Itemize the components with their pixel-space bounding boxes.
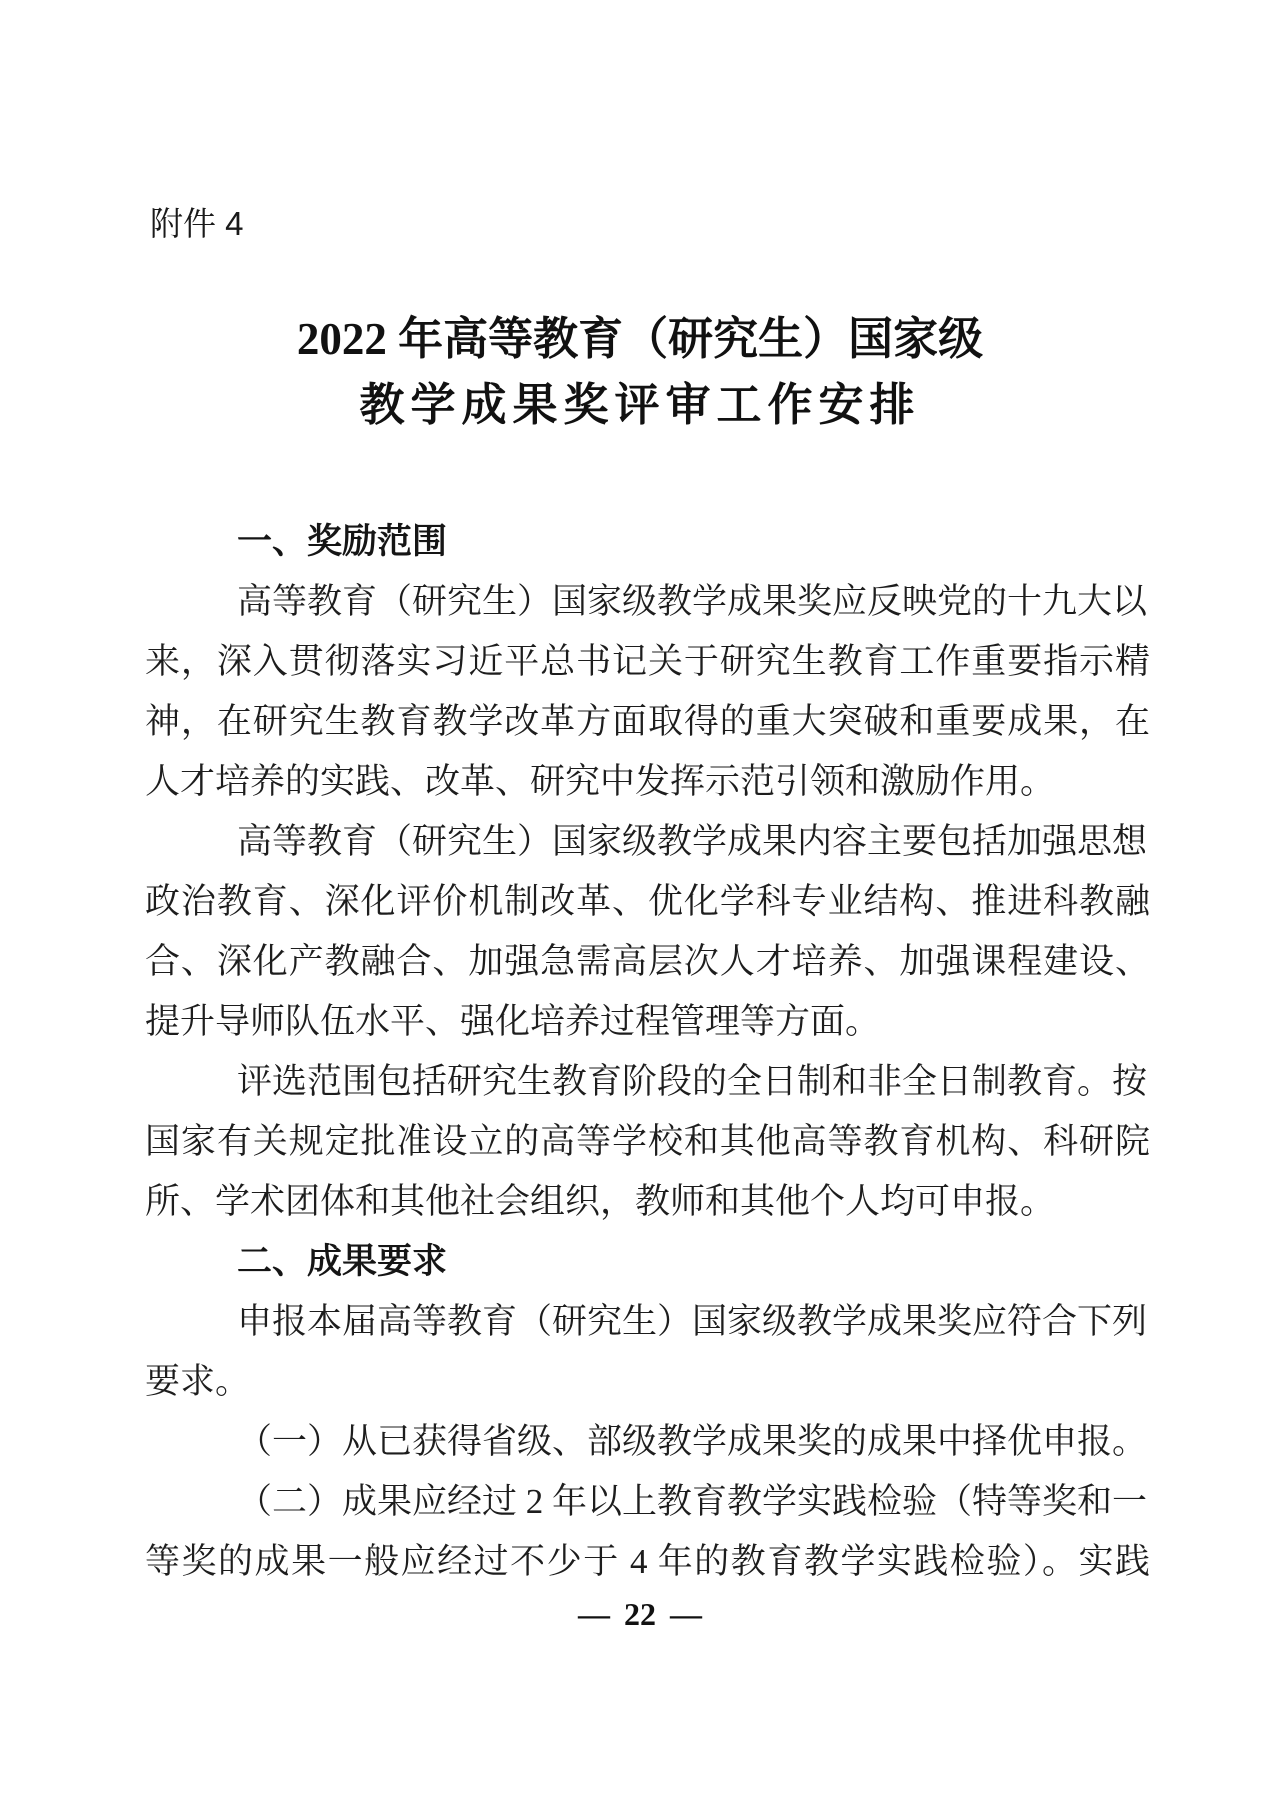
section-heading-award-scope: 一、奖励范围 — [237, 522, 448, 561]
footer-dash-right: — — [670, 1596, 702, 1632]
text-line: 政治教育、深化评价机制改革、优化学科专业结构、推进科教融 — [145, 882, 1150, 921]
title-line-1: 2022 年高等教育（研究生）国家级 — [296, 314, 984, 364]
text-line: 申报本届高等教育（研究生）国家级教学成果奖应符合下列 — [237, 1302, 1148, 1341]
text-line: 评选范围包括研究生教育阶段的全日制和非全日制教育。按 — [237, 1062, 1148, 1101]
text-line: 提升导师队伍水平、强化培养过程管理等方面。 — [145, 1002, 881, 1041]
text-line: 国家有关规定批准设立的高等学校和其他高等教育机构、科研院 — [145, 1122, 1150, 1161]
text-line: 等奖的成果一般应经过不少于 4 年的教育教学实践检验）。实践 — [145, 1542, 1150, 1581]
text-line: 神，在研究生教育教学改革方面取得的重大突破和重要成果，在 — [145, 702, 1150, 741]
section-heading-achievement-requirements: 二、成果要求 — [237, 1242, 448, 1281]
document-title — [0, 306, 1280, 438]
text-line: 人才培养的实践、改革、研究中发挥示范引领和激励作用。 — [145, 762, 1056, 801]
title-line-2: 教学成果奖评审工作安排 — [359, 380, 921, 430]
text-line: 高等教育（研究生）国家级教学成果内容主要包括加强思想 — [237, 822, 1148, 861]
page-footer — [0, 1594, 1280, 1634]
footer-dash-left: — — [578, 1596, 610, 1632]
text-line: 要求。 — [145, 1362, 251, 1401]
text-line: 合、深化产教融合、加强急需高层次人才培养、加强课程建设、 — [145, 942, 1150, 981]
text-line: （一）从已获得省级、部级教学成果奖的成果中择优申报。 — [237, 1422, 1148, 1461]
page-number: 22 — [624, 1596, 656, 1632]
text-line: 来，深入贯彻落实习近平总书记关于研究生教育工作重要指示精 — [145, 642, 1150, 681]
text-line: 所、学术团体和其他社会组织，教师和其他个人均可申报。 — [145, 1182, 1056, 1221]
text-line: （二）成果应经过 2 年以上教育教学实践检验（特等奖和一 — [237, 1482, 1148, 1521]
document-body — [145, 512, 1150, 1592]
text-line: 高等教育（研究生）国家级教学成果奖应反映党的十九大以 — [237, 582, 1148, 621]
attachment-label: 附件 4 — [150, 205, 244, 242]
